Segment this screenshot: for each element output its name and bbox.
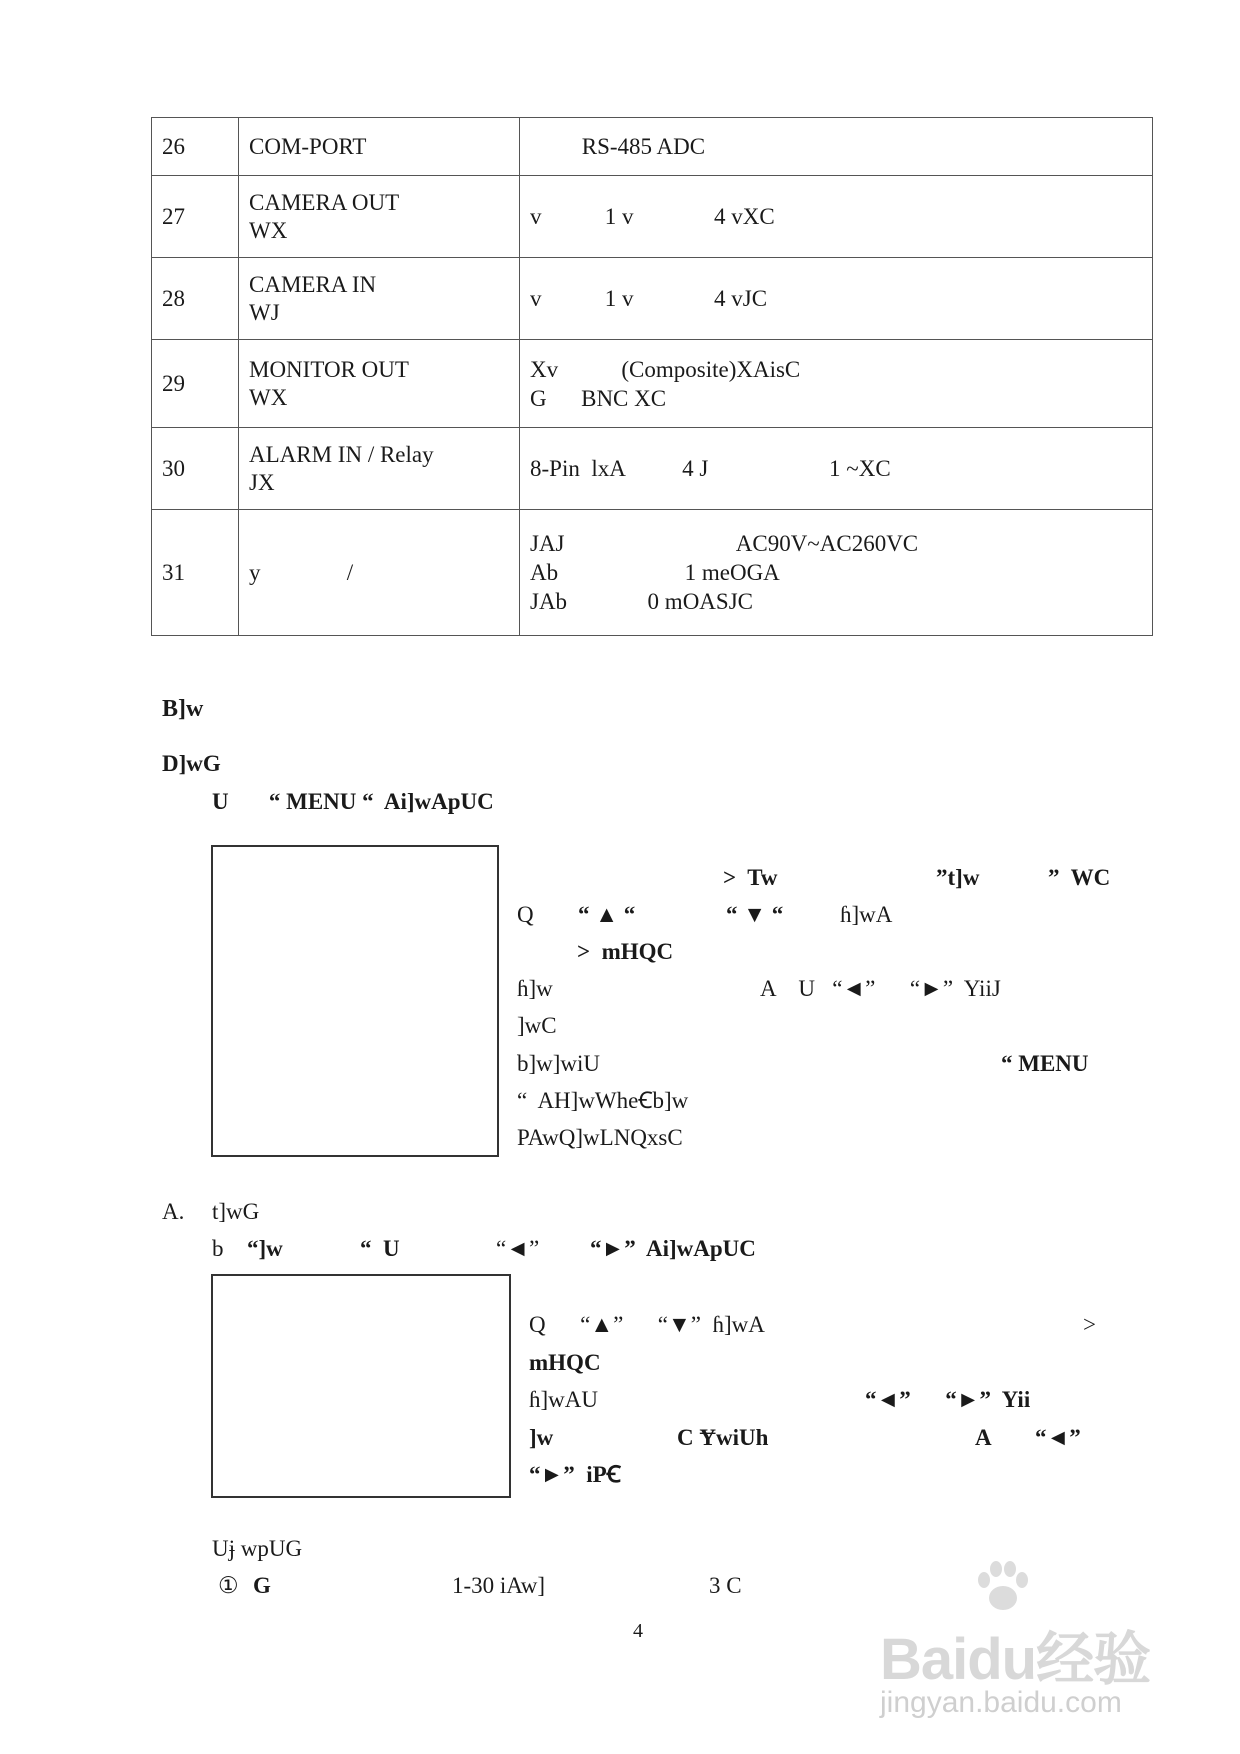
menu-desc-line: A U “◄” “►” YiiJ [760,976,1001,1001]
spec-name-line: CAMERA IN [249,271,377,297]
spec-row [152,340,1153,428]
notes-item-range: 1-30 iAw] [452,1573,546,1598]
menu-desc-line: PAwQ]wLNQxsC [517,1125,683,1150]
spec-name [239,258,520,340]
spec-row [152,428,1153,510]
notes-item-mark: ① [218,1573,239,1598]
menu-desc-line: > mHQC [577,939,674,964]
spec-name-line: WX [249,384,288,410]
spec-description [520,510,1153,636]
spec-name-line: y / [249,559,354,585]
a-desc-line: Q “▲” “▼” ɦ]wA [529,1312,765,1337]
a-desc-line: ɦ]wAU [529,1387,598,1412]
section-a-intro: “ U [360,1236,400,1261]
spec-name-line: ALARM IN / Relay [249,441,434,467]
menu-desc-line: “ ▼ “ [726,902,784,927]
spec-name [239,118,520,176]
spec-description-line: v 1 v 4 vXC [530,204,775,229]
spec-description-line: JAJ AC90V~AC260VC [530,531,919,556]
time-screen-figure [211,1274,511,1498]
spec-table [151,117,1153,636]
spec-description [520,176,1153,258]
watermark-logo: Baidu经验 [880,1627,1151,1692]
section-a-intro: “◄” [496,1236,540,1261]
spec-number: 31 [152,510,239,636]
spec-name [239,510,520,636]
menu-desc-line: “ ▲ “ [578,902,636,927]
spec-name-line: WJ [249,299,280,325]
menu-desc-line: Q [517,902,534,927]
spec-description-line: 8-Pin lxA 4 J 1 ~XC [530,456,891,481]
menu-desc-line: ]wC [517,1013,557,1038]
spec-description-line: G BNC XC [530,385,667,411]
section-heading: B]w [162,696,204,722]
page-number: 4 [633,1620,643,1642]
spec-number: 26 [152,118,239,176]
a-desc-line: mHQC [529,1350,601,1375]
a-desc-line: “◄” [1035,1425,1081,1450]
spec-description-line: v 1 v 4 vJC [530,286,768,311]
menu-desc-line: ɦ]w [517,976,553,1001]
a-desc-line: “►” iPꞒ [529,1462,621,1487]
intro-text: U “ MENU “ Ai]wApUC [212,789,494,814]
menu-desc-line: ” WC [1048,865,1111,890]
spec-row [152,258,1153,340]
spec-number: 28 [152,258,239,340]
spec-description-line: JAb 0 mOASJC [530,589,754,614]
spec-number: 27 [152,176,239,258]
menu-desc-line: ”t]w [936,865,980,890]
spec-name-line: COM-PORT [249,133,367,159]
section-a-intro: b [212,1236,224,1261]
spec-name-line: MONITOR OUT [249,356,409,382]
paw-logo-icon [972,1560,1032,1614]
menu-desc-line: > Tw [723,865,778,890]
menu-desc-line: “ AH]wWheꞒb]w [517,1088,689,1113]
a-desc-line: > [1083,1312,1096,1337]
spec-number: 29 [152,340,239,428]
spec-row [152,118,1153,176]
section-a-label: A. [162,1199,185,1224]
spec-row [152,176,1153,258]
spec-name [239,428,520,510]
spec-name-line: CAMERA OUT [249,189,400,215]
spec-description-line: Xv (Composite)XAisC [530,356,801,382]
a-desc-line: ]w [529,1425,554,1450]
a-desc-line: C ɎwiUh [677,1425,769,1450]
menu-desc-line: ɦ]wA [840,902,893,927]
spec-name [239,340,520,428]
a-desc-line: “◄” “►” Yii [865,1387,1031,1412]
notes-item-end: 3 C [709,1573,742,1598]
spec-description [520,428,1153,510]
sub-heading: D]wG [162,751,221,776]
spec-description-line: Ab 1 meOGA [530,560,780,585]
spec-number: 30 [152,428,239,510]
spec-name-line: WX [249,217,288,243]
notes-item-label: G [253,1573,271,1598]
spec-description [520,340,1153,428]
section-a-title: t]wG [212,1199,260,1224]
menu-screen-figure [211,845,499,1157]
notes-title: Uɉ wpUG [212,1536,303,1561]
spec-description [520,258,1153,340]
spec-name-line: JX [249,469,275,495]
spec-description-line: RS-485 ADC [530,134,706,159]
spec-description [520,118,1153,176]
menu-desc-line: “ MENU [1001,1051,1089,1076]
section-a-intro: “►” Ai]wApUC [590,1236,756,1261]
a-desc-line: A [975,1425,992,1450]
section-a-intro: “]w [247,1236,283,1261]
spec-name [239,176,520,258]
watermark-url: jingyan.baidu.com [880,1686,1122,1719]
menu-desc-line: b]w]wiU [517,1051,601,1076]
spec-row [152,510,1153,636]
